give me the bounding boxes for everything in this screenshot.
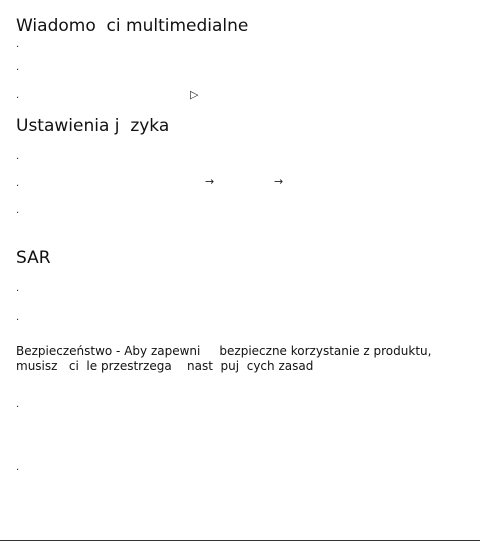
list-bullet: . xyxy=(16,39,20,50)
list-bullet: . xyxy=(16,399,20,410)
list-bullet: . xyxy=(16,312,20,323)
list-bullet: . xyxy=(16,90,20,101)
section-heading-sar: SAR xyxy=(16,248,51,268)
safety-paragraph-line-2: musisz ci le przestrzega nast puj cych zasad xyxy=(16,359,314,373)
arrow-right-icon: → xyxy=(274,175,284,188)
play-icon: ▷ xyxy=(190,88,199,101)
section-heading-multimedia: Wiadomo ci multimedialne xyxy=(16,16,249,36)
list-bullet: . xyxy=(16,205,20,216)
section-heading-language: Ustawienia j zyka xyxy=(16,116,170,136)
list-bullet: . xyxy=(16,151,20,162)
list-bullet: . xyxy=(16,178,20,189)
safety-paragraph-line-1: Bezpieczeństwo - Aby zapewni bezpieczne korzystanie z produktu, xyxy=(16,344,432,358)
bottom-divider xyxy=(0,540,480,541)
arrow-right-icon: → xyxy=(205,175,215,188)
list-bullet: . xyxy=(16,462,20,473)
list-bullet: . xyxy=(16,283,20,294)
list-bullet: . xyxy=(16,62,20,73)
